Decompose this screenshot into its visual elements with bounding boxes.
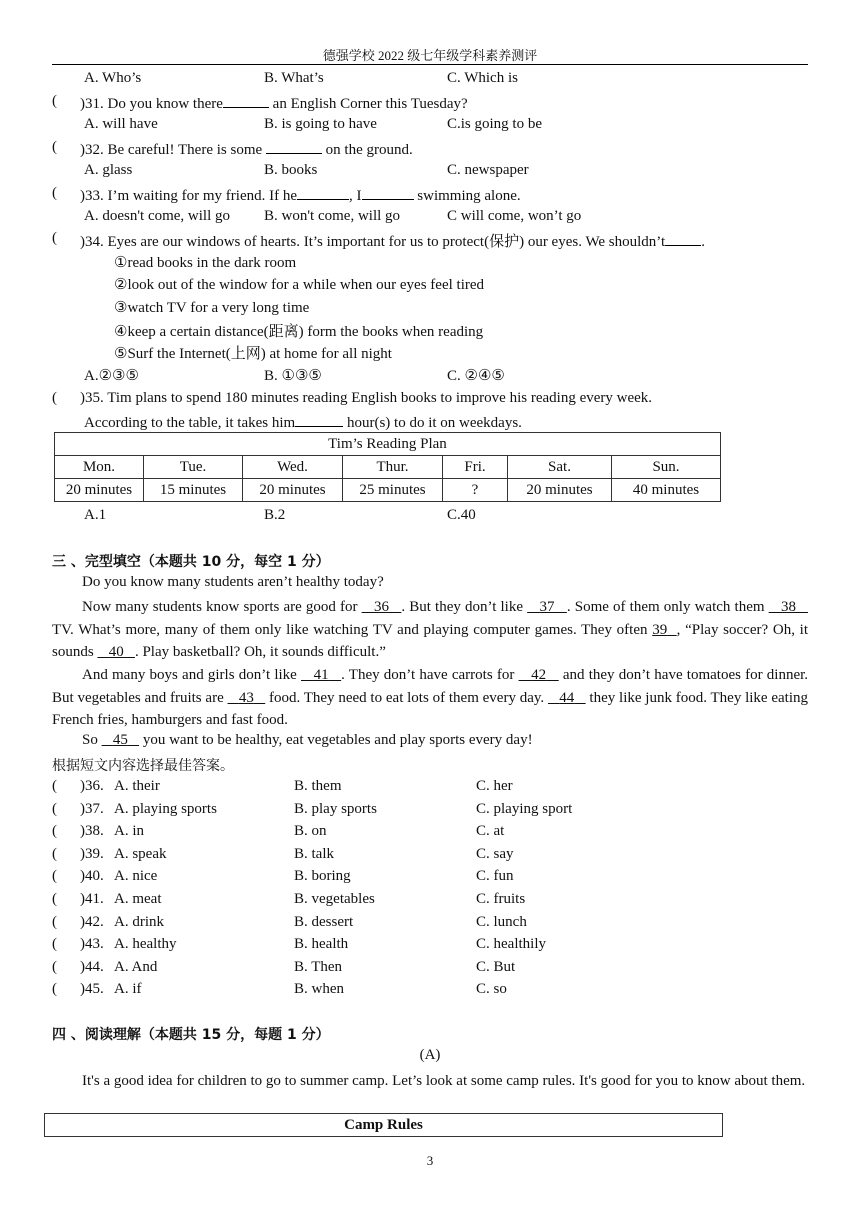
cloze-blank-36: 36 [374, 599, 389, 615]
cloze-paragraph-4: So 45 you want to be healthy, eat vegetables and play sports every day! [82, 732, 533, 748]
q33-option-c: C will come, won’t go [447, 208, 582, 224]
camp-rules-title: Camp Rules [44, 1113, 723, 1137]
page-header: 德强学校 2022 级七年级学科素养测评 [322, 48, 538, 63]
q35-stem-b: According to the table, it takes him [84, 415, 296, 431]
time-cell: ? [443, 479, 508, 502]
reading-plan-table [54, 432, 721, 502]
choice-option-c: C. lunch [476, 914, 527, 930]
q34-paren: ( [52, 230, 57, 246]
choice-option-c: C. fun [476, 868, 514, 884]
choice-option-a: A. if [114, 981, 142, 997]
choice-number: )41. [80, 891, 104, 907]
choice-option-c: C. say [476, 846, 514, 862]
choice-number: )37. [80, 801, 104, 817]
q30-option-b: B. What’s [264, 70, 324, 86]
q34-stem [80, 230, 705, 251]
time-cell: 20 minutes [243, 479, 343, 502]
q34-item-2: ②look out of the window for a while when our eyes feel tired [114, 277, 485, 293]
q35-option-b: B.2 [264, 507, 286, 523]
cloze-blank-38: 38 [781, 599, 797, 615]
choice-number: )44. [80, 959, 104, 975]
q33-number: )33. [80, 188, 104, 204]
day-cell: Wed. [243, 456, 343, 479]
choice-number: )40. [80, 868, 104, 884]
choice-paren: ( [52, 936, 57, 952]
cloze-paragraph-1: Do you know many students aren’t healthy today? [82, 574, 384, 590]
q34-stem-a: Eyes are our windows of hearts. It’s important for us to protect(保护) our eyes. We shouldn’t [107, 234, 666, 250]
section3-title: 三 、完型填空（本题共 10 分，每空 1 分） [52, 554, 330, 570]
q35-number: )35. [80, 390, 104, 406]
choice-option-c: C. her [476, 778, 513, 794]
cloze-instruction: 根据短文内容选择最佳答案。 [52, 758, 234, 774]
choice-number: )36. [80, 778, 104, 794]
time-cell: 20 minutes [508, 479, 612, 502]
cloze-blank-41: 41 [313, 667, 329, 683]
choice-number: )38. [80, 823, 104, 839]
q30-option-a: A. Who’s [84, 70, 142, 86]
q34-item-1: ①read books in the dark room [114, 255, 297, 271]
q33-paren: ( [52, 185, 57, 201]
header-divider [52, 64, 808, 65]
time-cell: 25 minutes [343, 479, 443, 502]
q31-number: )31. [80, 96, 104, 112]
choice-option-c: C. so [476, 981, 507, 997]
q31-stem [80, 93, 468, 113]
q33-stem [80, 185, 521, 205]
choice-paren: ( [52, 914, 57, 930]
passage-label: (A) [419, 1047, 441, 1063]
cloze-blank-42: 42 [531, 667, 547, 683]
choice-paren: ( [52, 868, 57, 884]
q33-option-b: B. won't come, will go [264, 208, 401, 224]
q32-paren: ( [52, 139, 57, 155]
choice-number: )43. [80, 936, 104, 952]
q31-option-b: B. is going to have [264, 116, 377, 132]
q35-stem-line2 [84, 412, 522, 432]
choice-option-a: A. playing sports [114, 801, 217, 817]
q32-stem-a: Be careful! There is some [107, 142, 263, 158]
choice-option-a: A. nice [114, 868, 158, 884]
cloze-blank-43: 43 [238, 689, 254, 706]
q31-option-a: A. will have [84, 116, 158, 132]
choice-option-b: B. vegetables [294, 891, 375, 907]
choice-option-a: A. speak [114, 846, 167, 862]
choice-paren: ( [52, 959, 57, 975]
q34-option-c: C. ②④⑤ [447, 368, 505, 384]
q31-option-c: C.is going to be [447, 116, 543, 132]
choice-option-b: B. talk [294, 846, 334, 862]
choice-paren: ( [52, 846, 57, 862]
choice-option-b: B. boring [294, 868, 351, 884]
q35-paren: ( [52, 390, 57, 406]
q35-stem-c: hour(s) to do it on weekdays. [346, 415, 522, 431]
choice-option-b: B. Then [294, 959, 343, 975]
day-cell: Tue. [144, 456, 243, 479]
q34-item-5: ⑤Surf the Internet(上网) at home for all night [114, 346, 392, 362]
q35-stem-a: Tim plans to spend 180 minutes reading English books to improve his reading every week. [107, 390, 653, 406]
choice-option-a: A. drink [114, 914, 164, 930]
day-cell: Thur. [343, 456, 443, 479]
q32-stem [80, 139, 413, 159]
choice-paren: ( [52, 778, 57, 794]
reading-plan-times-row [55, 479, 721, 502]
choice-option-c: C. playing sport [476, 801, 573, 817]
time-cell: 20 minutes [55, 479, 144, 502]
q34-blank [665, 231, 701, 246]
choice-option-c: C. healthily [476, 936, 546, 952]
cloze-blank-44: 44 [559, 689, 575, 706]
cloze-paragraph-3: And many boys and girls don’t like 41 . They don’t have carrots for 42 and they don’t have tomatoes for dinner. But vegetables and fruits are 43 food. They need to eat lots of them every day. 44 they like junk food. They like eating French fries, hamburgers and fast food. [52, 667, 809, 728]
cloze-blank-40: 40 [108, 644, 124, 660]
day-cell: Sun. [612, 456, 721, 479]
q33-stem-c: swimming alone. [417, 188, 521, 204]
choice-number: )42. [80, 914, 104, 930]
choice-option-b: B. health [294, 936, 349, 952]
choice-option-b: B. dessert [294, 914, 354, 930]
choice-option-c: C. But [476, 959, 516, 975]
choice-option-b: B. them [294, 778, 342, 794]
cloze-blank-37: 37 [539, 599, 555, 615]
choice-option-a: A. And [114, 959, 158, 975]
q35-blank [295, 412, 343, 427]
q32-blank [266, 139, 322, 154]
q32-number: )32. [80, 142, 104, 158]
q34-option-a: A.②③⑤ [84, 368, 139, 384]
time-cell: 40 minutes [612, 479, 721, 502]
choice-option-b: B. when [294, 981, 344, 997]
section4-title: 四 、阅读理解（本题共 15 分，每题 1 分） [52, 1027, 330, 1043]
choice-option-b: B. on [294, 823, 327, 839]
q31-blank [223, 93, 269, 108]
q33-blank-1 [297, 185, 349, 200]
time-cell: 15 minutes [144, 479, 243, 502]
day-cell: Mon. [55, 456, 144, 479]
q31-stem-a: Do you know there [107, 96, 223, 112]
q31-stem-b: an English Corner this Tuesday? [272, 96, 468, 112]
cloze-blank-45: 45 [112, 732, 128, 748]
q32-option-c: C. newspaper [447, 162, 529, 178]
q33-stem-a: I’m waiting for my friend. If he [107, 188, 298, 204]
choice-paren: ( [52, 801, 57, 817]
q32-option-a: A. glass [84, 162, 133, 178]
reading-intro: It's a good idea for children to go to summer camp. Let’s look at some camp rules. It's good for you to know about them. [82, 1073, 806, 1089]
cloze-blank-39: 39 [652, 621, 668, 638]
choice-option-a: A. meat [114, 891, 162, 907]
choice-option-a: A. in [114, 823, 144, 839]
q34-item-3: ③watch TV for a very long time [114, 300, 310, 316]
q32-option-b: B. books [264, 162, 318, 178]
q30-option-c: C. Which is [447, 70, 518, 86]
cloze-paragraph-2: Now many students know sports are good for 36 . But they don’t like 37 . Some of them only watch them 38 TV. What’s more, many of them only like watching TV and playing computer games. They often 39 , “Play soccer? Oh, it sounds 40 . Play basketball? Oh, it sounds difficult.” [52, 599, 808, 660]
q35-stem [80, 390, 652, 407]
q34-item-4: ④keep a certain distance(距离) form the books when reading [114, 324, 484, 340]
q35-option-a: A.1 [84, 507, 107, 523]
q31-paren: ( [52, 93, 57, 109]
reading-plan-days-row [55, 456, 721, 479]
q34-option-b: B. ①③⑤ [264, 368, 322, 384]
choice-number: )45. [80, 981, 104, 997]
q33-option-a: A. doesn't come, will go [84, 208, 231, 224]
q32-stem-b: on the ground. [325, 142, 413, 158]
choice-number: )39. [80, 846, 104, 862]
day-cell: Sat. [508, 456, 612, 479]
choice-paren: ( [52, 981, 57, 997]
q35-option-c: C.40 [447, 507, 476, 523]
reading-plan-title: Tim’s Reading Plan [55, 433, 721, 456]
q34-stem-b: . [701, 234, 705, 250]
q34-number: )34. [80, 234, 104, 250]
choice-paren: ( [52, 823, 57, 839]
choice-paren: ( [52, 891, 57, 907]
page-number: 3 [426, 1153, 434, 1168]
choice-option-a: A. their [114, 778, 160, 794]
choice-option-c: C. fruits [476, 891, 526, 907]
choice-option-c: C. at [476, 823, 505, 839]
q33-blank-2 [362, 185, 414, 200]
day-cell: Fri. [443, 456, 508, 479]
q33-stem-b: , I [349, 188, 362, 204]
choice-option-b: B. play sports [294, 801, 377, 817]
choice-option-a: A. healthy [114, 936, 177, 952]
